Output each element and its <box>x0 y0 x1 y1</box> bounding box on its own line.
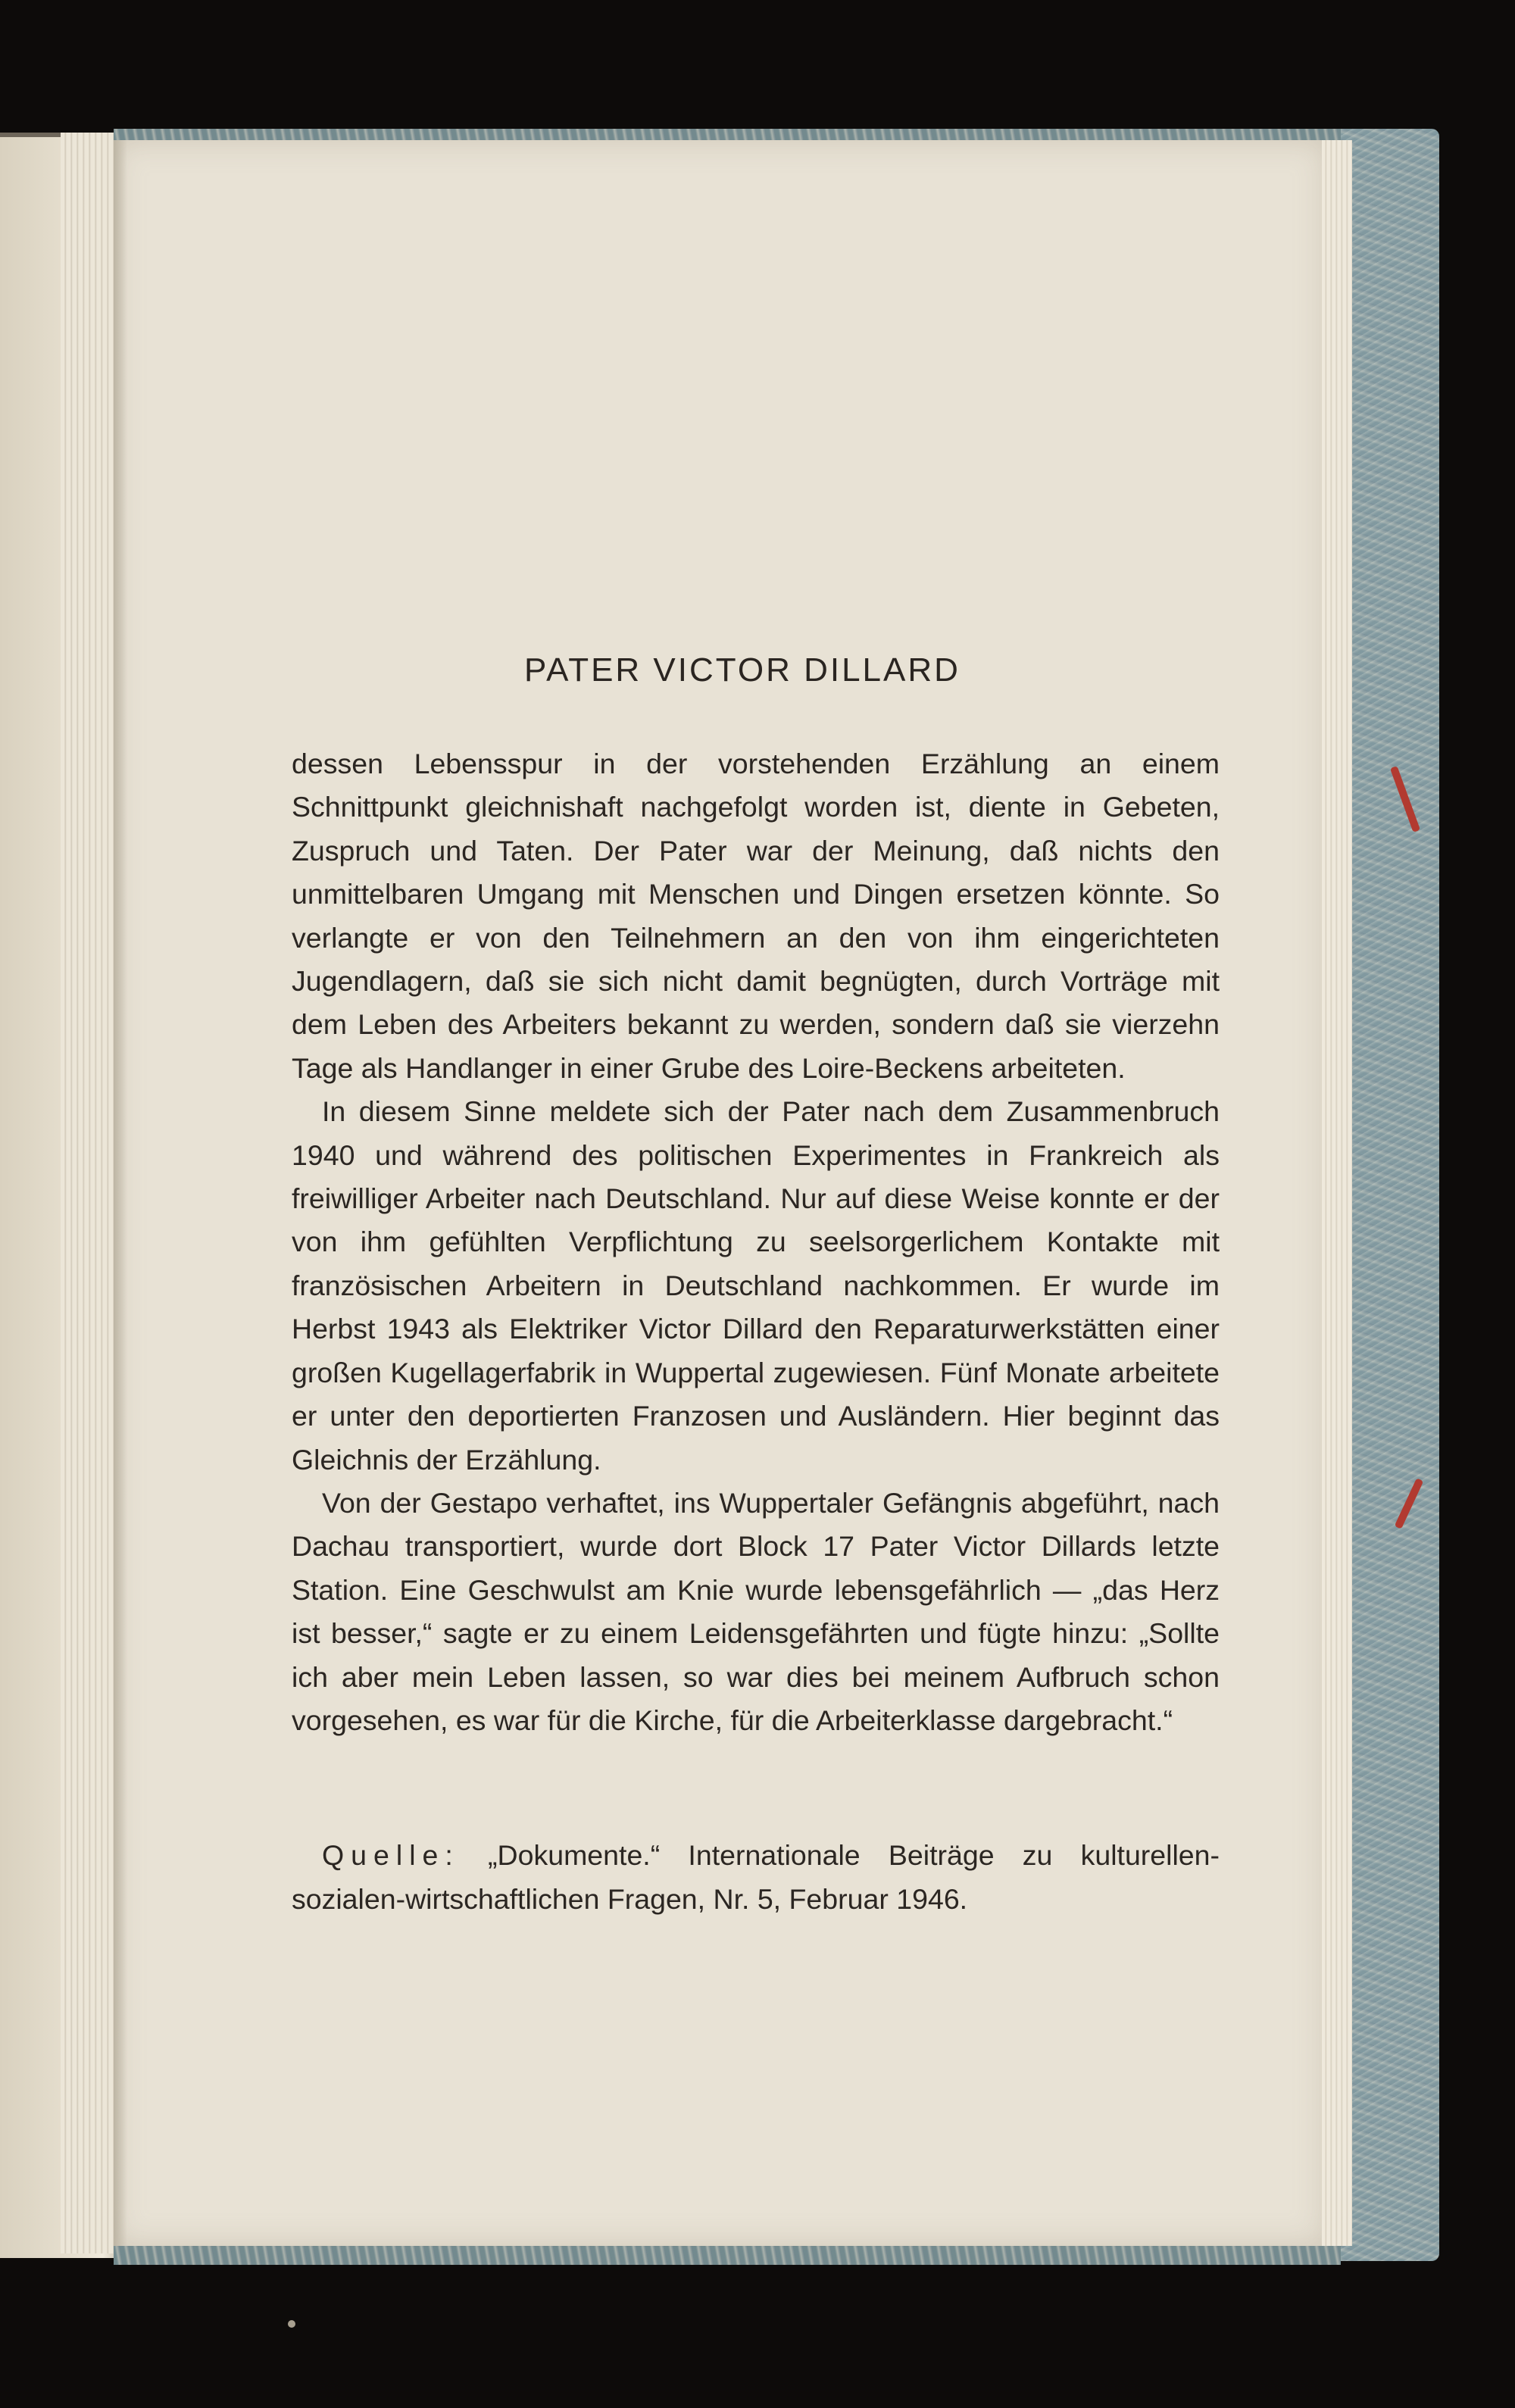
page-speck <box>288 2320 295 2328</box>
body-text <box>292 742 1220 1742</box>
paragraph: dessen Lebensspur in der vorstehenden Erzählung an einem Schnittpunkt gleichnishaft nachgefolgt worden ist, diente in Gebeten, Zuspruch und Taten. Der Pater war der Meinung, daß nichts den unmittelbaren Umgang mit Menschen und Dingen ersetzen könnte. So verlangte er von den Teilnehmern an den von ihm eingerichteten Jugendlagern, daß sie sich nicht damit begnügten, durch Vorträge mit dem Leben des Arbeiters bekannt zu werden, sondern daß sie vierzehn Tage als Handlanger in einer Grube des Loire-Beckens arbeiteten. <box>292 748 1220 1084</box>
paragraph: In diesem Sinne meldete sich der Pater nach dem Zusammenbruch 1940 und während des politischen Experimentes in Frankreich als freiwilliger Arbeiter nach Deutschland. Nur auf diese Weise konnte er der von ihm gefühlten Verpflichtung zu seelsorgerlichem Kontakte mit französischen Arbeitern in Deutschland nachkommen. Er wurde im Herbst 1943 als Elektriker Victor Dillard den Reparaturwerkstätten einer großen Kugellagerfabrik in Wuppertal zugewiesen. Fünf Monate arbeitete er unter den deportierten Franzosen und Ausländern. Hier beginnt das Gleichnis der Erzählung. <box>292 1095 1220 1476</box>
book-page <box>114 140 1326 2246</box>
paragraph: Von der Gestapo verhaftet, ins Wuppertaler Gefängnis abgeführt, nach Dachau transportiert, wurde dort Block 17 Pater Victor Dillards letzte Station. Eine Geschwulst am Knie wurde lebensgefährlich — „das Herz ist besser,“ sagte er zu einem Leidensgefährten und fügte hinzu: „Sollte ich aber mein Leben lassen, so war dies bei meinem Aufbruch schon vorgesehen, es war für die Kirche, für die Arbeiterklasse dargebracht.“ <box>292 1486 1220 1736</box>
left-page-edges <box>61 133 121 2253</box>
page-edges-right <box>1322 140 1352 2246</box>
red-mark <box>1390 766 1420 832</box>
page-gutter <box>114 140 127 2246</box>
source-label: Quelle: <box>322 1839 460 1871</box>
source-citation <box>292 1833 1220 1921</box>
red-mark <box>1395 1478 1424 1529</box>
source-text: „Dokumente.“ Internationale Beiträge zu kulturellen-sozialen-wirtschaftlichen Fragen, Nr. 5, Februar 1946. <box>292 1839 1220 1915</box>
page-title: PATER VICTOR DILLARD <box>524 651 961 689</box>
